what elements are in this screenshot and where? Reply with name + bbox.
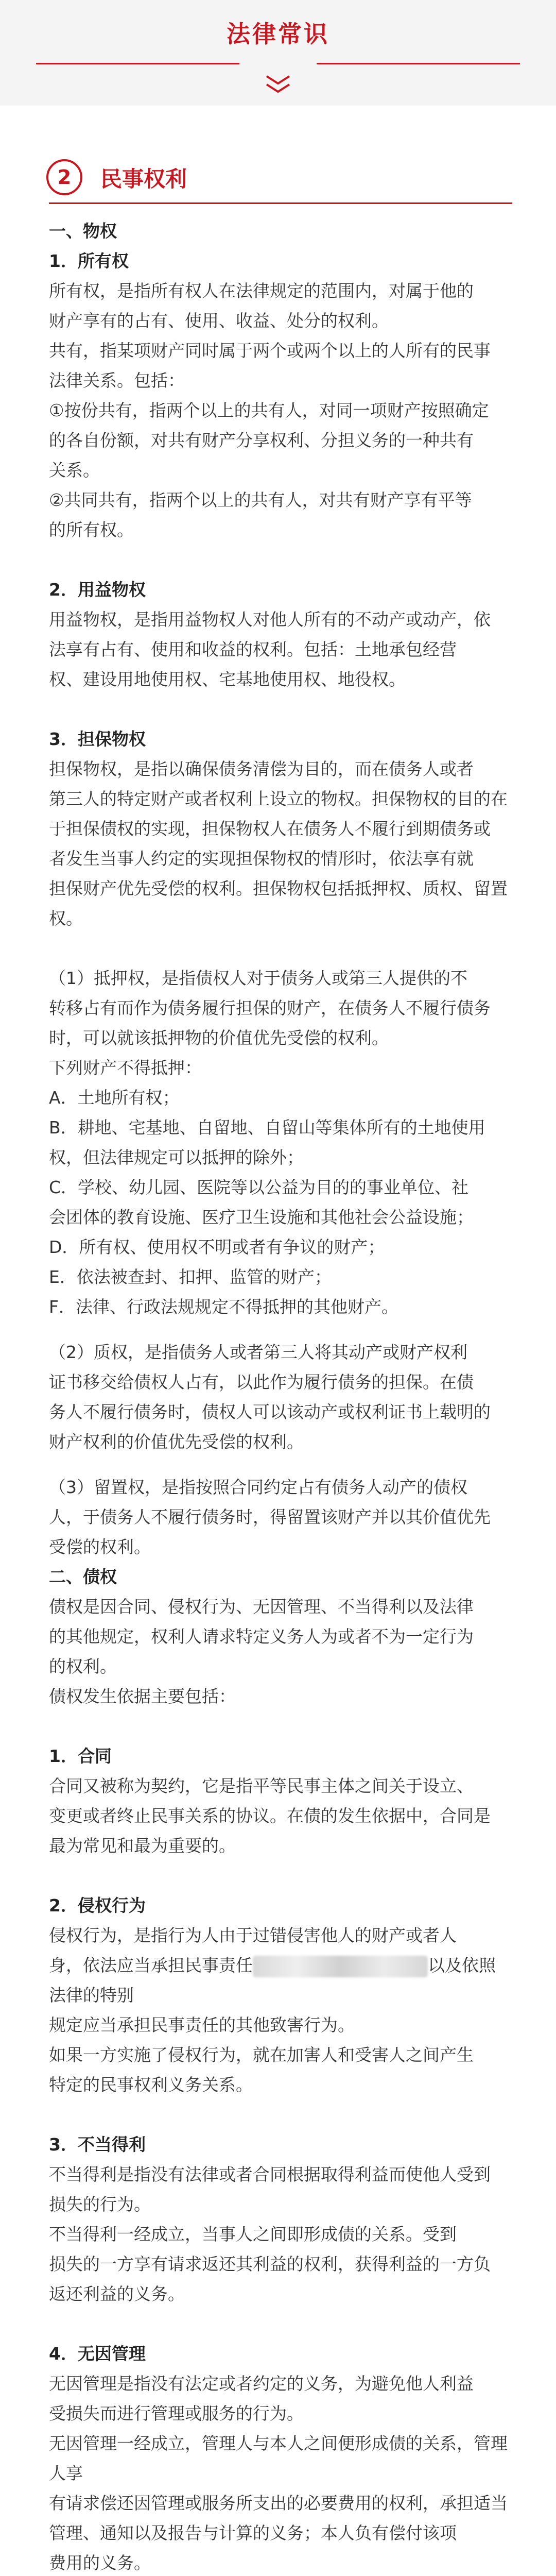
paragraph-line: 费用的义务。: [49, 2553, 151, 2573]
article-body: [49, 216, 512, 2576]
paragraph-line: 不当得利是指没有法律或者合同根据取得利益而使他人受到: [49, 2164, 491, 2184]
paragraph-line: 最为常见和最为重要的。: [49, 1836, 236, 1856]
text-fragment: 身，依法应当承担民事责任: [49, 1955, 253, 1975]
paragraph-line: F．法律、行政法规规定不得抵押的其他财产。: [49, 1297, 398, 1317]
paragraph-line: 者发生当事人约定的实现担保物权的情形时，依法享有就: [49, 849, 474, 869]
paragraph-line: 不当得利一经成立，当事人之间即形成债的关系。受到: [49, 2224, 457, 2244]
text-fragment: 以及依照法律的特别: [49, 1955, 496, 2005]
subheading-ownership: 1．所有权: [49, 251, 129, 271]
paragraph-line: 转移占有而作为债务履行担保的财产，在债务人不履行债务: [49, 998, 491, 1018]
paragraph-line: 关系。: [49, 460, 100, 480]
section-title: 民事权利: [100, 166, 187, 192]
paragraph-line: 务人不履行债务时，债权人可以该动产或权利证书上载明的: [49, 1402, 491, 1422]
paragraph-line: 财产权利的价值优先受偿的权利。: [49, 1432, 304, 1452]
paragraph-line: 人，于债务人不履行债务时，得留置该财产并以其价值优先: [49, 1507, 491, 1527]
paragraph-line: 的所有权。: [49, 520, 134, 540]
heading-creditor-right: 二、债权: [49, 1567, 117, 1587]
paragraph-line: 的其他规定，权利人请求特定义务人为或者不为一定行为: [49, 1626, 474, 1647]
paragraph-line: 管理、通知以及报告与计算的义务；本人负有偿付该项: [49, 2523, 457, 2543]
paragraph-line: D．所有权、使用权不明或者有争议的财产；: [49, 1237, 385, 1257]
subheading-usufruct: 2．用益物权: [49, 580, 146, 600]
paragraph-line: 变更或者终止民事关系的协议。在债的发生依据中，合同是: [49, 1806, 491, 1826]
paragraph-line: 受损失而进行管理或服务的行为。: [49, 2403, 304, 2424]
subheading-security: 3．担保物权: [49, 729, 146, 749]
header-divider-right: [317, 63, 520, 64]
paragraph-line: E．依法被查封、扣押、监管的财产；: [49, 1267, 332, 1287]
paragraph-line: 法律关系。包括：: [49, 370, 185, 391]
paragraph-line: 下列财产不得抵押：: [49, 1058, 202, 1078]
section-heading: [0, 157, 556, 204]
paragraph-line: 时，可以就该抵押物的价值优先受偿的权利。: [49, 1028, 389, 1048]
paragraph-line: ①按份共有，指两个以上的共有人，对同一项财产按照确定: [49, 400, 489, 420]
paragraph-line-redacted: [49, 1951, 512, 2010]
header-banner: [0, 0, 556, 106]
paragraph-line: ②共同共有，指两个以上的共有人，对共有财产享有平等: [49, 490, 472, 510]
paragraph-line: 证书移交给债权人占有，以此作为履行债务的担保。在债: [49, 1372, 474, 1392]
paragraph-line: 第三人的特定财产或者权利上设立的物权。担保物权的目的在: [49, 789, 508, 809]
paragraph-line: 权，但法律规定可以抵押的除外；: [49, 1147, 304, 1167]
paragraph-line: 受偿的权利。: [49, 1537, 151, 1557]
header-title: 法律常识: [227, 20, 329, 48]
paragraph-line: 用益物权，是指用益物权人对他人所有的不动产或动产，依: [49, 609, 491, 630]
paragraph-line: （2）质权，是指债务人或者第三人将其动产或财产权利: [49, 1342, 467, 1362]
paragraph-line: 债权是因合同、侵权行为、无因管理、不当得利以及法律: [49, 1597, 474, 1617]
paragraph-line: 侵权行为，是指行为人由于过错侵害他人的财产或者人: [49, 1925, 457, 1945]
blurred-redaction: [253, 1956, 428, 1977]
paragraph-line: 法享有占有、使用和收益的权利。包括：土地承包经营: [49, 639, 457, 659]
paragraph-line: 规定应当承担民事责任的其他致害行为。: [49, 2015, 355, 2035]
header-divider-left: [36, 63, 239, 64]
paragraph-line: 损失的行为。: [49, 2194, 151, 2214]
paragraph-line: 于担保债权的实现，担保物权人在债务人不履行到期债务或: [49, 819, 491, 839]
paragraph-line: 担保物权，是指以确保债务清偿为目的，而在债务人或者: [49, 759, 474, 779]
paragraph-line: 有请求偿还因管理或服务所支出的必要费用的权利，承担适当: [49, 2493, 508, 2513]
heading-property: 一、物权: [49, 221, 117, 241]
double-chevron-down-icon: [263, 72, 293, 98]
paragraph-line: C．学校、幼儿园、医院等以公益为目的的事业单位、社: [49, 1177, 469, 1197]
paragraph-line: 无因管理是指没有法定或者约定的义务，为避免他人利益: [49, 2374, 474, 2394]
paragraph-line: 债权发生依据主要包括：: [49, 1686, 236, 1706]
paragraph-line: A．土地所有权；: [49, 1088, 180, 1108]
paragraph-line: 所有权，是指所有权人在法律规定的范围内，对属于他的: [49, 281, 474, 301]
subheading-contract: 1．合同: [49, 1746, 112, 1766]
subheading-tort: 2．侵权行为: [49, 1895, 146, 1916]
paragraph-line: 财产享有的占有、使用、收益、处分的权利。: [49, 311, 389, 331]
paragraph-line: 权、建设用地使用权、宅基地使用权、地役权。: [49, 669, 406, 689]
paragraph-line: 无因管理一经成立，管理人与本人之间便形成债的关系，管理人享: [49, 2433, 508, 2483]
paragraph-line: 权。: [49, 908, 83, 928]
paragraph-line: 损失的一方享有请求返还其利益的权利，获得利益的一方负: [49, 2254, 491, 2274]
paragraph-line: 特定的民事权利义务关系。: [49, 2075, 253, 2095]
paragraph-line: 会团体的教育设施、医疗卫生设施和其他社会公益设施；: [49, 1207, 474, 1227]
paragraph-line: B．耕地、宅基地、自留地、自留山等集体所有的土地使用: [49, 1117, 485, 1138]
paragraph-line: 担保财产优先受偿的权利。担保物权包括抵押权、质权、留置: [49, 878, 508, 899]
section-number-badge: 2: [46, 159, 82, 195]
paragraph-line: 的权利。: [49, 1656, 117, 1676]
paragraph-line: 如果一方实施了侵权行为，就在加害人和受害人之间产生: [49, 2045, 474, 2065]
paragraph-line: （1）抵押权，是指债权人对于债务人或第三人提供的不: [49, 968, 467, 988]
paragraph-line: 的各自份额，对共有财产分享权利、分担义务的一种共有: [49, 430, 474, 450]
section-underline: [49, 202, 512, 204]
subheading-unjust-enrichment: 3．不当得利: [49, 2134, 146, 2155]
subheading-negotiorum-gestio: 4．无因管理: [49, 2344, 146, 2364]
paragraph-line: 返还利益的义务。: [49, 2284, 185, 2304]
paragraph-line: 共有，指某项财产同时属于两个或两个以上的人所有的民事: [49, 341, 491, 361]
paragraph-line: （3）留置权，是指按照合同约定占有债务人动产的债权: [49, 1477, 467, 1497]
paragraph-line: 合同又被称为契约，它是指平等民事主体之间关于设立、: [49, 1776, 474, 1796]
